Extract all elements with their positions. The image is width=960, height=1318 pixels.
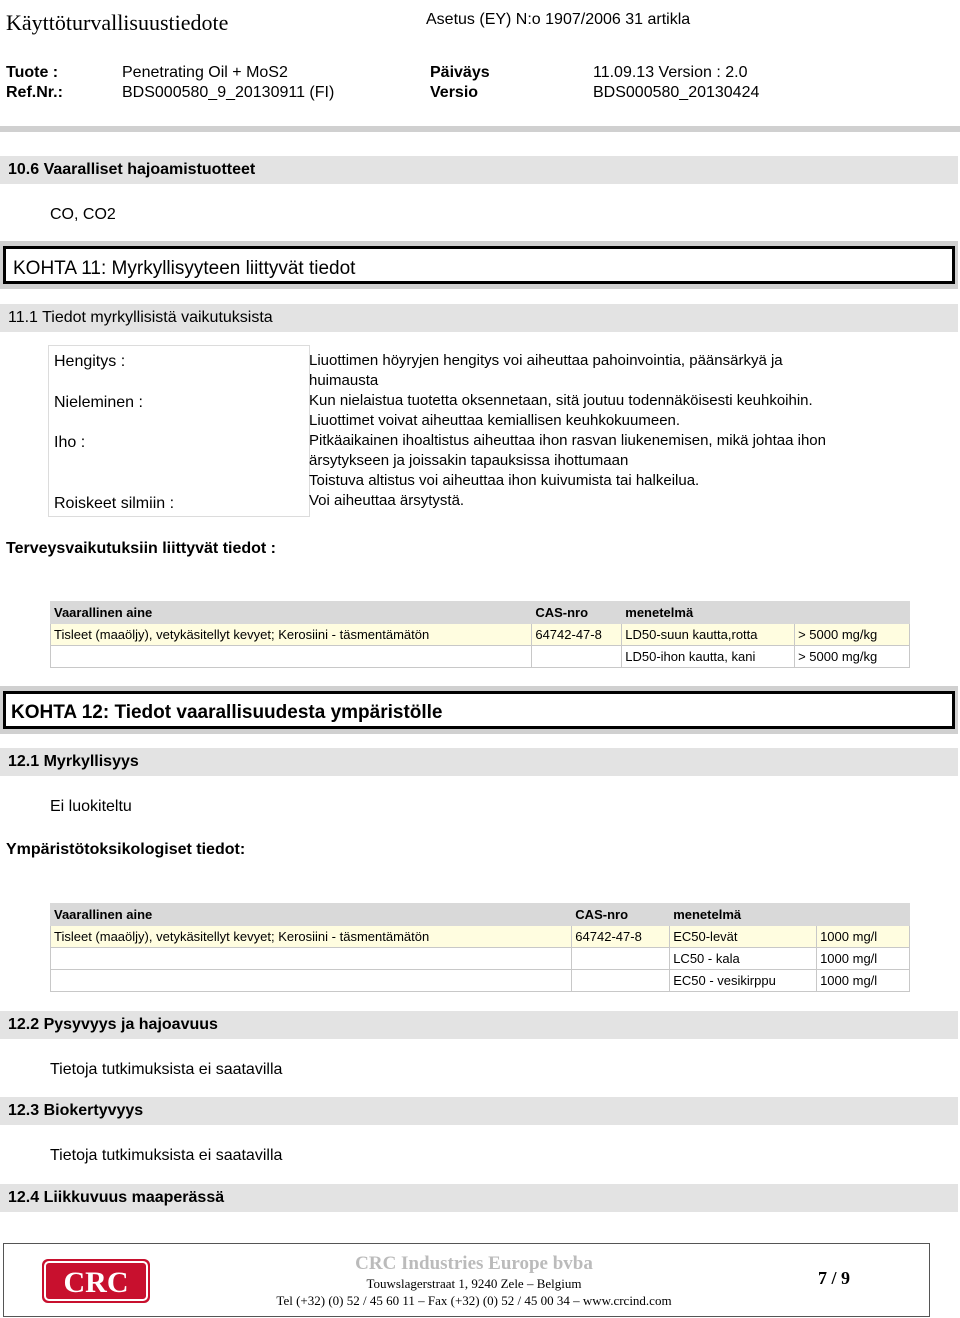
table-cell: > 5000 mg/kg bbox=[795, 646, 910, 668]
table-row bbox=[51, 948, 910, 970]
ref-value: BDS000580_9_20130911 (FI) bbox=[122, 84, 335, 101]
subsection-12-3 bbox=[0, 1097, 958, 1125]
subsection-12-4-title: 12.4 Liikkuvuus maaperässä bbox=[8, 1189, 225, 1206]
table-row bbox=[51, 646, 910, 668]
column-header: CAS-nro bbox=[572, 904, 670, 926]
column-header bbox=[817, 904, 910, 926]
subsection-12-2-title: 12.2 Pysyvyys ja hajoavuus bbox=[8, 1016, 218, 1033]
eco-toxicity-title: Ympäristötoksikologiset tiedot: bbox=[6, 841, 246, 858]
section-11-bar bbox=[0, 241, 958, 289]
crc-logo bbox=[42, 1259, 150, 1303]
company-contact: Tel (+32) (0) 52 / 45 60 11 – Fax (+32) (0) 52 / 45 00 34 – www.crcind.com bbox=[276, 1293, 672, 1308]
skin-label: Iho : bbox=[54, 434, 86, 451]
table-cell: EC50-levät bbox=[670, 926, 817, 948]
table-cell: LC50 - kala bbox=[670, 948, 817, 970]
table-cell bbox=[51, 970, 572, 992]
table-cell: Tisleet (maaöljy), vetykäsitellyt kevyet; Kerosiini - täsmentämätön bbox=[51, 926, 572, 948]
effect-line: Liuottimet voivat aiheuttaa kemiallisen keuhkokuumeen. bbox=[309, 412, 681, 429]
table-cell bbox=[532, 646, 622, 668]
bioaccumulation-text: Tietoja tutkimuksista ei saatavilla bbox=[50, 1147, 283, 1164]
table-cell: 1000 mg/l bbox=[817, 948, 910, 970]
eco-toxicity-table bbox=[50, 903, 910, 992]
subsection-11-1 bbox=[0, 304, 958, 332]
product-label: Tuote : bbox=[6, 64, 59, 81]
exposure-effects bbox=[309, 351, 826, 511]
subsection-12-3-title: 12.3 Biokertyvyys bbox=[8, 1102, 144, 1119]
header-divider bbox=[0, 126, 960, 132]
document-title: Käyttöturvallisuustiedote bbox=[6, 10, 229, 35]
page-footer bbox=[3, 1243, 930, 1317]
table-cell bbox=[572, 948, 670, 970]
ingestion-label: Nieleminen : bbox=[54, 394, 143, 411]
toxicity-table bbox=[50, 601, 910, 668]
table-cell: LD50-ihon kautta, kani bbox=[622, 646, 795, 668]
column-header bbox=[795, 602, 910, 624]
effect-line: Liuottimen höyryjen hengitys voi aiheuttaa pahoinvointia, päänsärkyä ja bbox=[309, 352, 783, 369]
page-number: 7 / 9 bbox=[818, 1268, 851, 1288]
company-address: Touwslagerstraat 1, 9240 Zele – Belgium bbox=[366, 1276, 582, 1291]
company-name: CRC Industries Europe bvba bbox=[355, 1253, 593, 1274]
version-label: Versio bbox=[430, 84, 479, 101]
effect-line: Voi aiheuttaa ärsytystä. bbox=[309, 492, 465, 509]
effect-line: ärsytykseen ja joissakin tapauksissa ihottumaan bbox=[309, 452, 629, 469]
table-cell: 1000 mg/l bbox=[817, 926, 910, 948]
effect-line: Pitkäaikainen ihoaltistus aiheuttaa ihon rasvan liukenemisen, mikä johtaa ihon bbox=[309, 432, 826, 449]
subsection-11-1-title: 11.1 Tiedot myrkyllisistä vaikutuksista bbox=[8, 309, 273, 326]
table-cell bbox=[51, 948, 572, 970]
table-cell bbox=[572, 970, 670, 992]
column-header: menetelmä bbox=[622, 602, 795, 624]
decomposition-products: CO, CO2 bbox=[50, 206, 116, 223]
table-cell: 64742-47-8 bbox=[572, 926, 670, 948]
effect-line: huimausta bbox=[309, 372, 379, 389]
subsection-12-4 bbox=[0, 1184, 958, 1212]
eye-label: Roiskeet silmiin : bbox=[54, 495, 175, 512]
table-cell bbox=[51, 646, 532, 668]
date-label: Päiväys bbox=[430, 64, 490, 81]
svg-text:CRC: CRC bbox=[63, 1266, 129, 1299]
subsection-12-1 bbox=[0, 748, 958, 776]
table-cell: EC50 - vesikirppu bbox=[670, 970, 817, 992]
table-header-row bbox=[51, 904, 910, 926]
column-header: Vaarallinen aine bbox=[51, 602, 532, 624]
table-row bbox=[51, 624, 910, 646]
table-header-row bbox=[51, 602, 910, 624]
subsection-12-1-title: 12.1 Myrkyllisyys bbox=[8, 753, 139, 770]
subsection-12-2 bbox=[0, 1011, 958, 1039]
toxicity-classification: Ei luokiteltu bbox=[50, 798, 132, 815]
section-12-bar bbox=[0, 686, 958, 734]
section-11-title: KOHTA 11: Myrkyllisyyteen liittyvät tiedot bbox=[13, 258, 356, 279]
table-cell: LD50-suun kautta,rotta bbox=[622, 624, 795, 646]
effect-line: Kun nielaistua tuotetta oksennetaan, sitä joutuu todennäköisesti keuhkoihin. bbox=[309, 392, 813, 409]
table-row bbox=[51, 970, 910, 992]
section-12-title: KOHTA 12: Tiedot vaarallisuudesta ympäristölle bbox=[11, 702, 443, 723]
effect-line: Toistuva altistus voi aiheuttaa ihon kuivumista tai halkeilua. bbox=[309, 472, 700, 489]
health-effects-title: Terveysvaikutuksiin liittyvät tiedot : bbox=[6, 540, 277, 557]
table-cell: 1000 mg/l bbox=[817, 970, 910, 992]
version-value: BDS000580_20130424 bbox=[593, 84, 760, 101]
product-name: Penetrating Oil + MoS2 bbox=[122, 64, 288, 81]
ref-label: Ref.Nr.: bbox=[6, 84, 63, 101]
table-row bbox=[51, 926, 910, 948]
inhalation-label: Hengitys : bbox=[54, 353, 126, 370]
column-header: CAS-nro bbox=[532, 602, 622, 624]
persistence-text: Tietoja tutkimuksista ei saatavilla bbox=[50, 1061, 283, 1078]
table-cell: 64742-47-8 bbox=[532, 624, 622, 646]
column-header: menetelmä bbox=[670, 904, 817, 926]
table-cell: Tisleet (maaöljy), vetykäsitellyt kevyet; Kerosiini - täsmentämätön bbox=[51, 624, 532, 646]
column-header: Vaarallinen aine bbox=[51, 904, 572, 926]
regulation-reference: Asetus (EY) N:o 1907/2006 31 artikla bbox=[426, 11, 691, 28]
subsection-10-6 bbox=[0, 156, 958, 184]
date-value: 11.09.13 Version : 2.0 bbox=[593, 64, 748, 81]
subsection-10-6-title: 10.6 Vaaralliset hajoamistuotteet bbox=[8, 161, 256, 178]
table-cell: > 5000 mg/kg bbox=[795, 624, 910, 646]
exposure-route-labels bbox=[48, 345, 310, 517]
